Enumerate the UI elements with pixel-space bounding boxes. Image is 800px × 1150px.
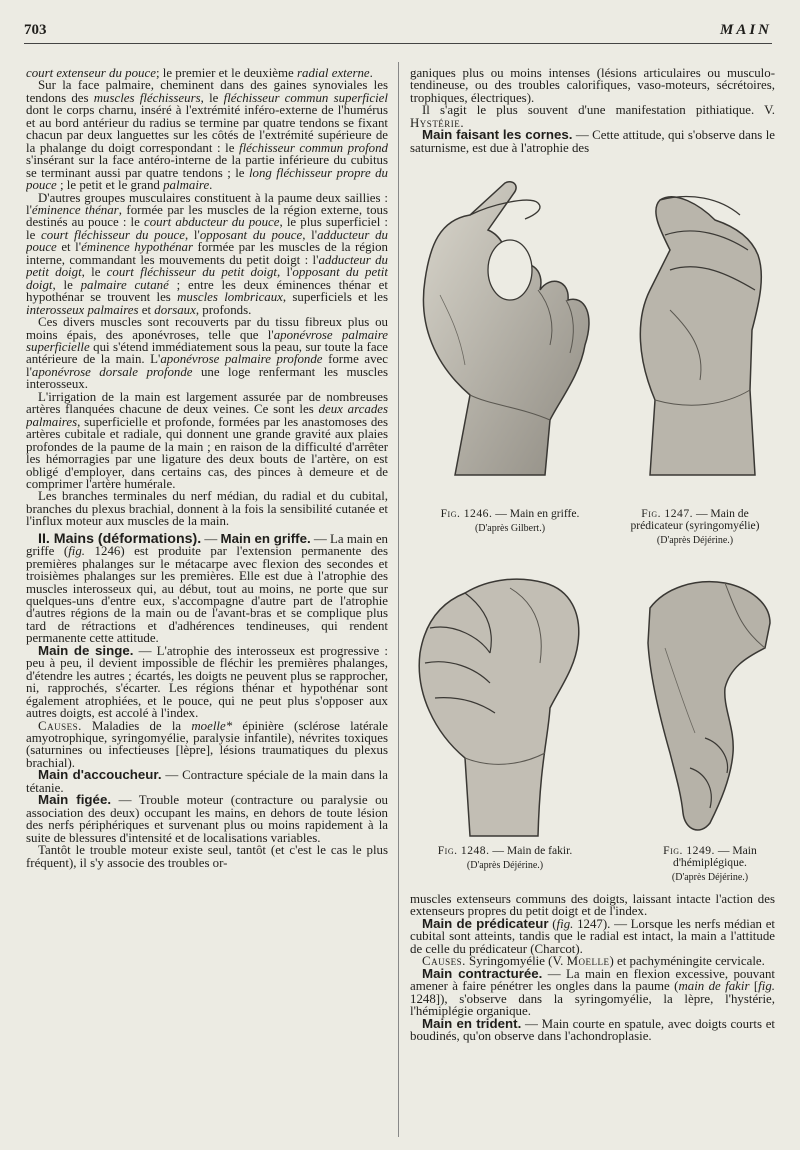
figure-1249-image (645, 568, 775, 838)
paragraph-tantot: Tantôt le trouble moteur existe seul, tantôt (et c'est le cas le plus fréquent), il s'y associe des troubles or- (26, 843, 388, 870)
paragraph-eminences: D'autres groupes musculaires constituent à la paume deux saillies : l'éminence thénar, formée par les muscles de la région externe, tous destinés au pouce : le court abducteur du pouce, le plus superficiel : le court fléchisseur du pouce, l'opposant du pouce, l'adducteur du pouce et l'éminence hypothénar formée par les muscles de la région interne, commandant les mouvements du petit doigt : l'adducteur du petit doigt, le court fléchisseur du petit doigt, l'opposant du petit doigt, le palmaire cutané ; entre les deux éminences thénar et hypothénar se trouvent les muscles lombricaux, superficiels et les interosseux palmaires et dorsaux, profonds. (26, 190, 388, 317)
right-column-bottom (410, 893, 775, 1138)
paragraph-extensors: court extenseur du pouce; le premier et le deuxième radial externe. (26, 67, 373, 80)
left-column (26, 67, 388, 1137)
entry-main-de-singe: Main de singe. — L'atrophie des interosseux est progressive : peu à peu, il devient impossible de fléchir les premières phalanges, d'étendre les autres ; écartés, les doigts ne peuvent plus se rapprocher, ni, rapprochés, s'écarter. Les régions thénar et hypothénar sont également atrophiées, et le pouce, qui ne peut plus s'opposer aux autres doigts, est accolé à l'index. (26, 642, 388, 721)
section-heading: II. Mains (déformations). (38, 530, 202, 547)
page-number: 703 (24, 22, 47, 38)
figure-1247-caption: Fig. 1247. — Main de prédicateur (syringomyélie) (D'après Déjérine.) (630, 507, 760, 546)
entry-main-accoucheur: Main d'accoucheur. — Contracture spéciale de la main dans la tétanie. (26, 767, 388, 795)
paragraph-extenseurs: muscles extenseurs communs des doigts, laissant intacte l'action des extenseurs propres du petit doigt et de l'index. (410, 893, 775, 919)
entry-causes-predicateur: Causes. Syringomyélie (V. Moelle) et pachyméningite cervicale. (422, 954, 765, 969)
column-divider (398, 62, 399, 1137)
section-deformations: II. Mains (déformations). — Main en griffe. — La main en griffe (fig. 1246) est produite par l'extension permanente des premières phalanges sur le métacarpe avec flexion des secondes et troisièmes phalanges sur les premières. Elle est due à l'atrophie des muscles interosseux qui, au début, tout au moins, ne porte que sur quelques-uns d'entre eux, s'accompagne d'autre part de l'atrophie d'autres régions de la main ou de l'avant-bras et se complique plus tard de rétractions et d'adhérences tendineuses, qui rendent permanente cette attitude. (26, 530, 388, 646)
entry-heading-griffe: Main en griffe. (220, 530, 311, 546)
page-header (24, 20, 772, 44)
running-head: MAIN (719, 22, 772, 38)
figure-1249-caption: Fig. 1249. — Main d'hémiplégique. (D'après Déjérine.) (663, 844, 757, 883)
paragraph-irrigation: L'irrigation de la main est largement assurée par de nombreuses artères flanquées chacune de deux veines. Ce sont les deux arcades palmaires, superficielle et profonde, formées par les anastomoses des artères cubitale et radiale, qui donnent une grande gravité aux plaies profondes de la paume de la main ; en raison de la difficulté d'arrêter les hémorragies par une ligature des deux bouts de l'artère, on est obligé d'employer, dans certains cas, des pinces à demeure et de comprimer l'artère humérale. (26, 389, 388, 491)
entry-causes: Causes. Maladies de la moelle* épinière (sclérose latérale amyotrophique, syringomyélie, paralysie infantile), névrites toxiques (saturnines ou infectieuses [lèpre], lésions traumatiques du plexus brachial). (26, 718, 388, 770)
figure-1248-image (410, 568, 590, 838)
figure-1246-caption: Fig. 1246. — Main en griffe. (D'après Gilbert.) (440, 507, 580, 534)
entry-main-figee: Main figée. — Trouble moteur (contracture ou paralysie ou association des deux) occupant les mains, en dehors de toute lésion des nerfs périphériques et survenant plus ou moins rapidement à la suite de blessures d'intensité et de localisations variables. (26, 792, 388, 845)
paragraph-aponeuroses: Ces divers muscles sont recouverts par du tissu fibreux plus ou moins épais, des aponévroses, telle que l'aponévrose palmaire superficielle qui s'étend immédiatement sous la peau, sur toute la face antérieure de la main. L'aponévrose palmaire profonde forme avec l'aponévrose dorsale profonde une loge renfermant les muscles interosseux. (26, 315, 388, 392)
paragraph-palmar-tendons: Sur la face palmaire, cheminent dans des gaines synoviales les tendons des muscles fléchisseurs, le fléchisseur commun superficiel dont le corps charnu, inséré à l'extrémité inféro-externe de l'humérus et au bord antérieur du radius se termine par quatre tendons se fixant chacun par deux languettes sur les côtés de l'extrémité supérieure de la phalange du doigt correspondant : le fléchisseur commun profond s'insérant sur la face antéro-interne de la partie inférieure du cubitus se terminant aussi par quatre tendons ; le long fléchisseur propre du pouce ; le petit et le grand palmaire. (26, 78, 388, 193)
figure-1246-image (410, 175, 610, 495)
entry-main-cornes: Main faisant les cornes. — Cette attitude, qui s'observe dans le saturnisme, est due à l'atrophie des (410, 127, 775, 155)
entry-main-predicateur: Main de prédicateur (fig. 1247). — Lorsque les nerfs médian et cubital sont atteints, tandis que le radial est intact, la main a l'attitude de celle du prédicateur (Charcot). (410, 915, 775, 956)
paragraph-pithiatique: Il s'agit le plus souvent d'une manifestation pithiatique. V. Hystérie. (410, 103, 775, 130)
entry-main-contracturee: Main contracturée. — La main en flexion excessive, pouvant amener à faire pénétrer les ongles dans la paume (main de fakir [fig. 1248]), s'observe dans la syringomyélie, la lèpre, l'hystérie, l'hémiplégie organique. (410, 965, 775, 1019)
paragraph-nerves: Les branches terminales du nerf médian, du radial et du cubital, branches du plexus brachial, donnent à la fois la sensibilité cutanée et l'influx moteur aux muscles de la main. (26, 489, 388, 529)
figure-1248-caption: Fig. 1248. — Main de fakir. (D'après Déjérine.) (437, 844, 573, 871)
right-column-top (410, 67, 775, 167)
paragraph-troubles: ganiques plus ou moins intenses (lésions articulaires ou musculo-tendineuse, ou des troubles calorifiques, vaso-moteurs, sécrétoires, trophiques, électriques). (410, 67, 775, 105)
figure-1247-image (630, 180, 770, 480)
entry-main-trident: Main en trident. — Main courte en spatule, avec doigts courts et boudinés, qu'on observe dans l'achondroplasie. (410, 1015, 775, 1043)
